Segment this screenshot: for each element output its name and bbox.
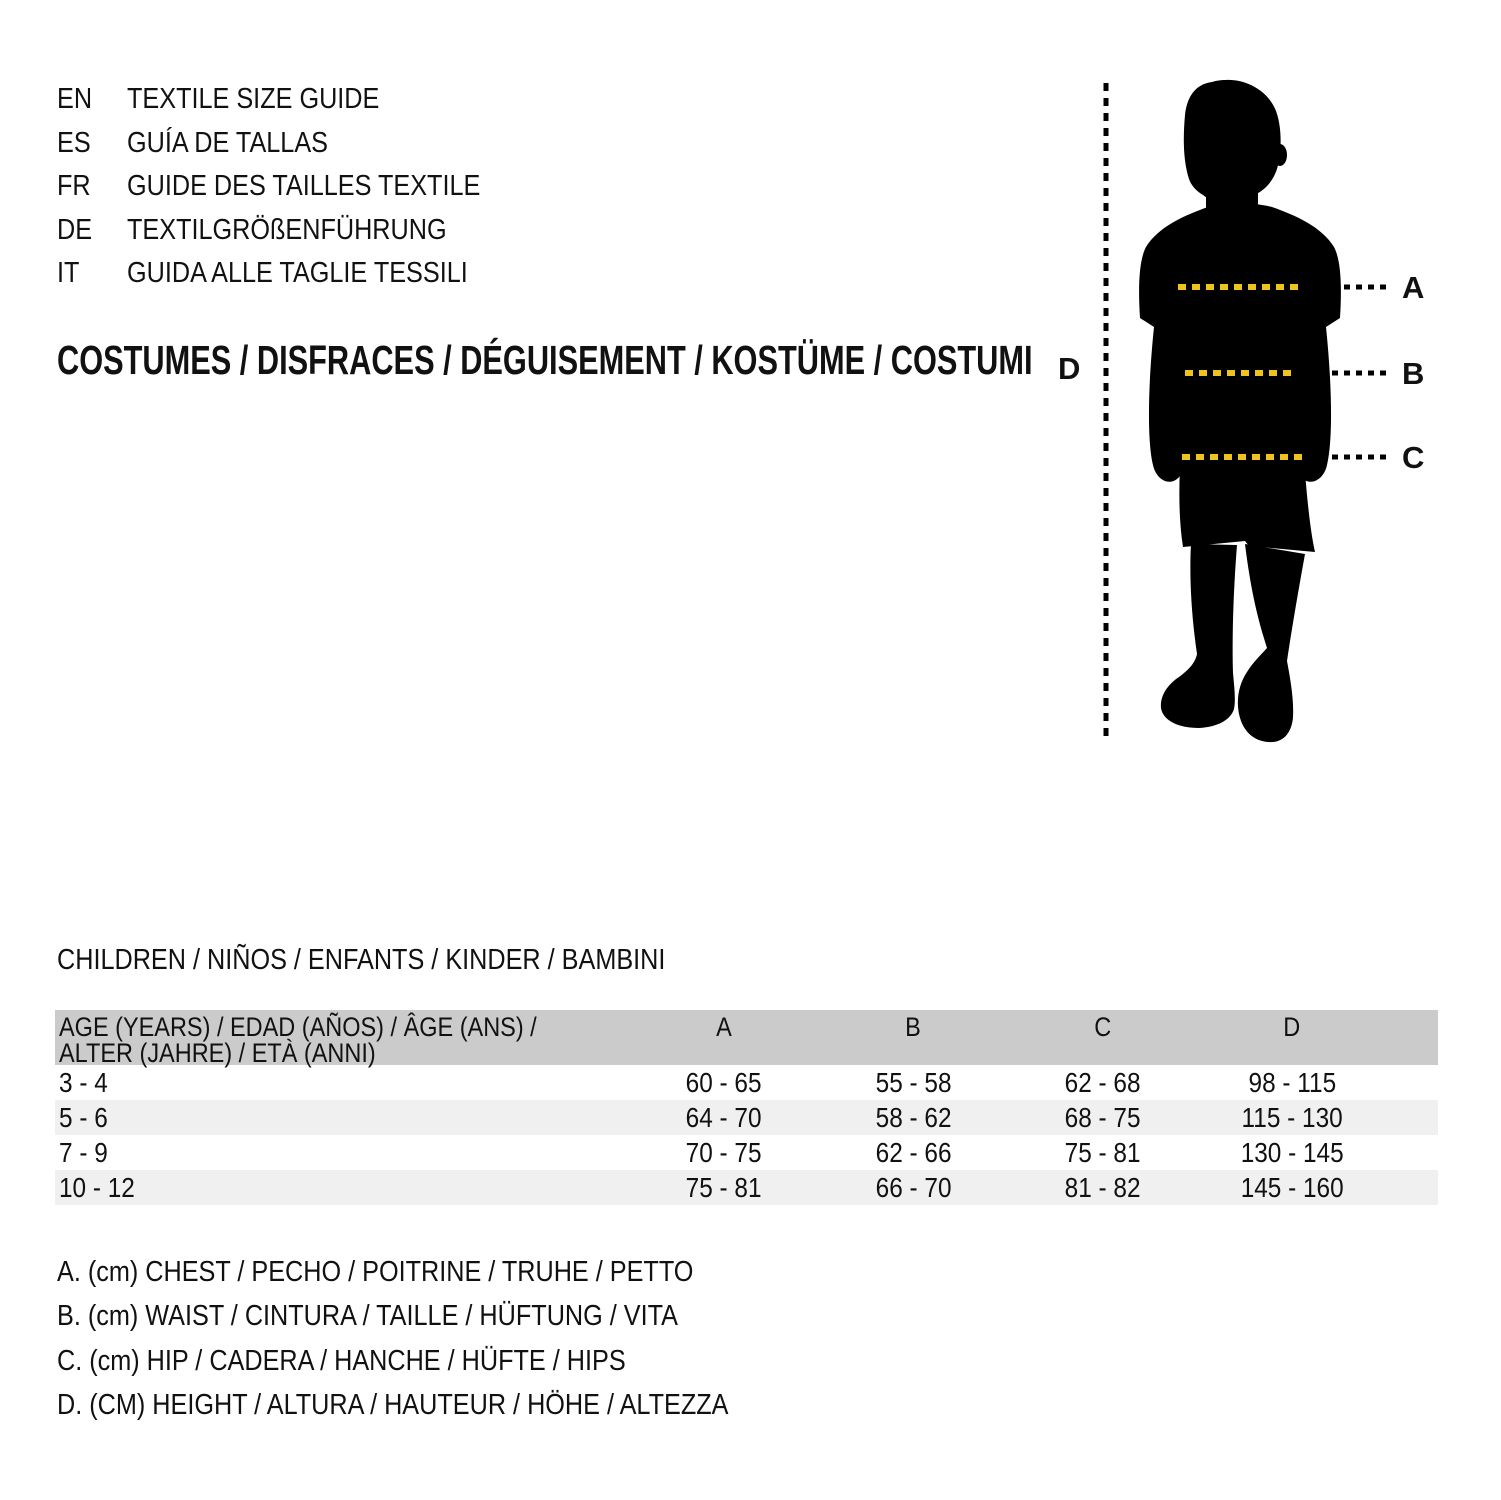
child-silhouette xyxy=(1139,80,1341,742)
label-d: D xyxy=(1058,351,1081,386)
lang-row-it xyxy=(57,252,533,296)
age-column-header: AGE (YEARS) / EDAD (AÑOS) / ÂGE (ANS) / ALTER (JAHRE) / ETÀ (ANNI) xyxy=(59,1012,537,1068)
waist-cell: 55 - 58 xyxy=(875,1066,952,1098)
silhouette-left-leg xyxy=(1161,544,1237,728)
hip-cell: 75 - 81 xyxy=(1064,1136,1141,1168)
category-title: COSTUMES / DISFRACES / DÉGUISEMENT / KOSTÜME / COSTUMI xyxy=(57,337,1033,383)
label-b: B xyxy=(1402,356,1425,391)
language-list xyxy=(57,78,533,296)
table-row xyxy=(55,1135,1438,1170)
label-a: A xyxy=(1402,270,1425,305)
lang-row-es xyxy=(57,122,533,166)
waist-cell: 66 - 70 xyxy=(875,1171,952,1203)
hip-cell: 62 - 68 xyxy=(1064,1066,1141,1098)
height-cell: 130 - 145 xyxy=(1240,1136,1344,1168)
table-title: CHILDREN / NIÑOS / ENFANTS / KINDER / BAMBINI xyxy=(57,944,666,976)
lang-code-es: ES xyxy=(57,126,91,159)
age-cell: 10 - 12 xyxy=(59,1171,135,1203)
lang-code-en: EN xyxy=(57,83,93,116)
silhouette-right-leg xyxy=(1238,544,1305,742)
height-cell: 145 - 160 xyxy=(1240,1171,1344,1203)
legend-chest: A. (cm) CHEST / PECHO / POITRINE / TRUHE / PETTO xyxy=(57,1255,694,1288)
lang-code-it: IT xyxy=(57,257,80,290)
height-cell: 115 - 130 xyxy=(1241,1101,1343,1133)
children-size-table xyxy=(55,1010,1438,1205)
column-header-c: C xyxy=(1094,1012,1112,1042)
waist-cell: 58 - 62 xyxy=(875,1101,952,1133)
hip-cell: 68 - 75 xyxy=(1064,1101,1141,1133)
chest-cell: 70 - 75 xyxy=(685,1136,762,1168)
height-cell: 98 - 115 xyxy=(1248,1066,1336,1098)
table-row xyxy=(55,1100,1438,1135)
age-cell: 7 - 9 xyxy=(59,1136,108,1168)
lang-label-de: TEXTILGRÖßENFÜHRUNG xyxy=(127,213,447,246)
lang-label-en: TEXTILE SIZE GUIDE xyxy=(127,83,380,116)
column-header-a: A xyxy=(715,1012,732,1042)
lang-label-fr: GUIDE DES TAILLES TEXTILE xyxy=(127,170,481,203)
column-header-b: B xyxy=(905,1012,921,1042)
measurement-figure xyxy=(1040,55,1460,765)
lang-row-de xyxy=(57,209,533,253)
silhouette-ear xyxy=(1273,144,1287,166)
legend-waist: B. (cm) WAIST / CINTURA / TAILLE / HÜFTUNG / VITA xyxy=(57,1300,679,1333)
lang-row-en xyxy=(57,78,533,122)
lang-label-it: GUIDA ALLE TAGLIE TESSILI xyxy=(127,257,468,290)
chest-cell: 75 - 81 xyxy=(685,1171,762,1203)
table-header-row xyxy=(55,1010,1438,1068)
lang-row-fr xyxy=(57,165,533,209)
table-row xyxy=(55,1170,1438,1205)
silhouette-head xyxy=(1184,80,1281,200)
legend-hip: C. (cm) HIP / CADERA / HANCHE / HÜFTE / HIPS xyxy=(57,1344,626,1377)
age-cell: 5 - 6 xyxy=(59,1101,108,1133)
lang-code-fr: FR xyxy=(57,170,91,203)
chest-cell: 60 - 65 xyxy=(685,1066,762,1098)
legend-height: D. (CM) HEIGHT / ALTURA / HAUTEUR / HÖHE / ALTEZZA xyxy=(57,1389,729,1422)
measurement-legend xyxy=(57,1250,829,1428)
lang-label-es: GUÍA DE TALLAS xyxy=(127,126,328,159)
silhouette-torso xyxy=(1139,203,1341,481)
waist-cell: 62 - 66 xyxy=(875,1136,952,1168)
chest-cell: 64 - 70 xyxy=(685,1101,762,1133)
age-cell: 3 - 4 xyxy=(59,1066,108,1098)
hip-cell: 81 - 82 xyxy=(1064,1171,1141,1203)
silhouette-shorts xyxy=(1179,447,1315,552)
column-header-d: D xyxy=(1283,1012,1301,1042)
label-c: C xyxy=(1402,440,1425,475)
table-row xyxy=(55,1065,1438,1100)
lang-code-de: DE xyxy=(57,213,93,246)
